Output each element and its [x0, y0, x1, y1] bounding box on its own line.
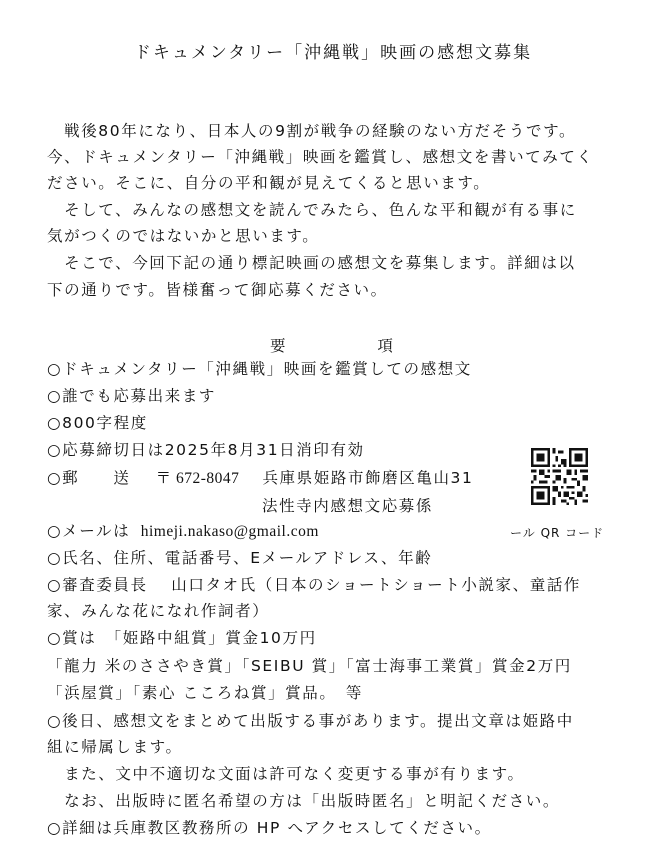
intro-line-7: 下の通りです。皆様奮って御応募ください。: [47, 281, 388, 299]
mail-postal: 〒 672-8047: [155, 470, 240, 487]
prize-line-2: 「龍力 米のささやき賞」「SEIBU 賞」「富士海事工業賞」賞金2万円: [47, 657, 572, 675]
page-title: ドキュメンタリー「沖縄戦」映画の感想文募集: [133, 43, 533, 63]
item-email: [47, 521, 319, 542]
intro-line-5: 気がつくのではないかと思います。: [47, 227, 320, 245]
item-anyone: ○誰でも応募出来ます: [47, 387, 217, 405]
mail-label: ○郵 送: [47, 469, 131, 487]
judge-line-2: 家、みんな花になれ作詞者）: [47, 602, 270, 620]
publish-line-2: 組に帰属します。: [47, 738, 183, 756]
mail-recipient: 法性寺内感想文応募係: [262, 497, 434, 515]
intro-line-2: 今、ドキュメンタリー「沖縄戦」映画を鑑賞し、感想文を書いてみてく: [47, 148, 594, 166]
edit-note: また、文中不適切な文面は許可なく変更する事が有ります。: [47, 765, 525, 783]
item-mail: [47, 468, 473, 489]
item-film: ○ドキュメンタリー「沖縄戦」映画を鑑賞しての感想文: [47, 360, 472, 378]
publish-line-1: ○後日、感想文をまとめて出版する事があります。提出文章は姫路中: [47, 712, 574, 730]
email-address[interactable]: himeji.nakaso@gmail.com: [140, 523, 319, 540]
prize-line-1: ○賞は 「姫路中組賞」賞金10万円: [47, 629, 317, 647]
intro-line-1: 戦後80年になり、日本人の9割が戦争の経験のない方だそうです。: [47, 122, 577, 140]
anon-note: なお、出版時に匿名希望の方は「出版時匿名」と明記ください。: [47, 792, 561, 810]
heading-char-left: 要: [270, 337, 286, 355]
judge-line-1: ○審査委員長 山口タオ氏（日本のショートショート小説家、童話作: [47, 576, 582, 594]
intro-line-6: そこで、今回下記の通り標記映画の感想文を募集します。詳細は以: [47, 254, 576, 272]
item-deadline: ○応募締切日は2025年8月31日消印有効: [47, 441, 365, 459]
heading-char-right: 項: [377, 337, 393, 355]
intro-line-4: そして、みんなの感想文を読んでみたら、色んな平和観が有る事に: [47, 201, 577, 219]
item-contact: ○氏名、住所、電話番号、Eメールアドレス、年齢: [47, 549, 433, 567]
item-length: ○800字程度: [47, 414, 148, 432]
details-line: ○詳細は兵庫教区教務所の HP へアクセスしてください。: [47, 819, 492, 837]
prize-line-3: 「浜屋賞」「素心 こころね賞」賞品。 等: [47, 684, 363, 702]
intro-line-3: ださい。そこに、自分の平和観が見えてくると思います。: [47, 174, 491, 192]
qr-code-icon[interactable]: [531, 448, 588, 505]
email-label: ○メールは: [47, 522, 131, 540]
mail-address: 兵庫県姫路市飾磨区亀山31: [262, 469, 474, 487]
qr-caption: ール QR コード: [510, 526, 605, 540]
requirements-heading: [270, 334, 393, 356]
